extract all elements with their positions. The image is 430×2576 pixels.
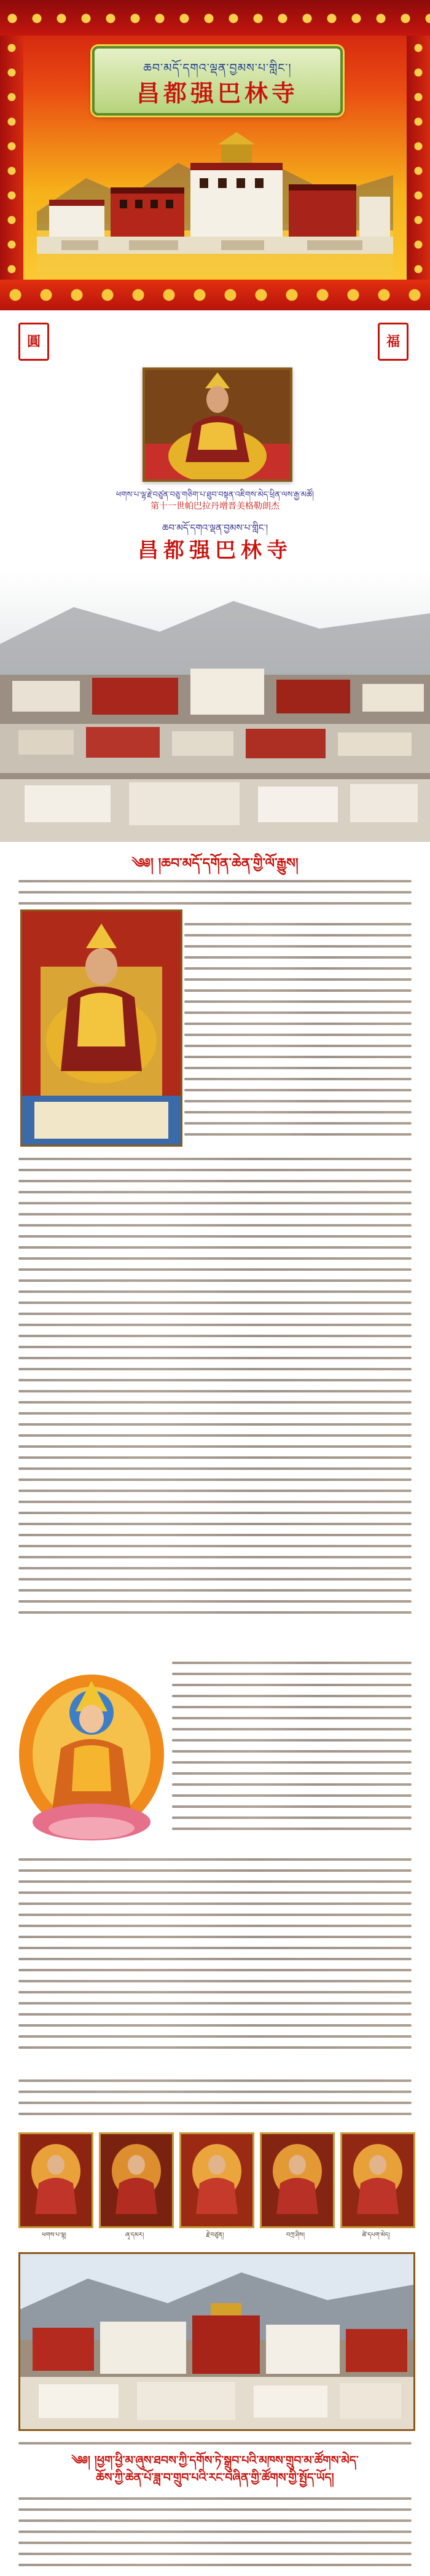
red-seal-right: 福	[378, 323, 408, 361]
title-plaque	[92, 46, 343, 116]
paragraph-beside-throne	[184, 914, 412, 1148]
tsongkhapa-thangka-art	[15, 1668, 168, 1853]
section-heading-history: ༄༅། །ཆབ་མདོ་དགོན་ཆེན་གྱི་ལོ་རྒྱུས།	[131, 855, 299, 871]
thangka-portrait-4	[260, 2132, 335, 2228]
thangka-portrait-5	[340, 2132, 415, 2228]
plaque-chinese-title: 昌都强巴林寺	[136, 79, 299, 107]
plaque-tibetan-title: ཆབ་མདོ་དགའ་ལྡན་བྱམས་པ་གླིང་།	[143, 61, 292, 75]
monastery-panorama-photo	[0, 570, 430, 842]
thangka-caption-4: བཀྲ་ཤིས།	[286, 2232, 305, 2239]
thangka-caption-3: རྗེ་བཙུན།	[206, 2232, 224, 2239]
banner-ornament-left	[0, 36, 23, 281]
section-heading-dedication-line-2: ཆོས་ཀྱི་ཆེན་པོ་ཟླ་བ་གྲུབ་པའི་རང་བཞིན་གྱི་ཚོགས་གྱི་སྤྱོད་ཡོད།	[96, 2471, 334, 2484]
monastery-illustration	[37, 120, 393, 277]
paragraph-dedication	[18, 2489, 412, 2569]
incarnation-thangka-row	[18, 2132, 412, 2243]
thangka-portrait-3	[179, 2132, 254, 2228]
banner-ornament-right	[407, 36, 430, 281]
monastery-name-tibetan: ཆབ་མདོ་དགའ་ལྡན་བྱམས་པ་གླིང་།	[162, 522, 268, 533]
paragraph-incarnations-intro	[18, 2071, 412, 2126]
thangka-caption-2: ཞྭ་དམར།	[125, 2232, 144, 2239]
header-banner	[0, 0, 430, 310]
thangka-caption-1: ཕགས་པ་ལྷ།	[42, 2232, 66, 2239]
thangka-portrait-2	[99, 2132, 174, 2228]
paragraph-beside-tsongkhapa	[172, 1653, 412, 1844]
thangka-caption-5: ཚེ་དཔག་མེད།	[362, 2232, 390, 2239]
thangka-portrait-1	[18, 2132, 93, 2228]
banner-ornament-bottom	[0, 280, 430, 310]
paragraph-intro	[18, 871, 412, 908]
lama-caption-chinese: 第十一世帕巴拉丹增晋美格勒朗杰	[150, 501, 280, 511]
section-heading-dedication: ༄༅། །ཕྱག་ཕྱི་མ་ཞུས་ཐབས་ཀྱི་དགོས་ཏེ་སྒྲུབ་པའི་མཁས་གྲུབ་མ་ཚོགས་མེད་	[71, 2454, 359, 2467]
monastery-complex-photo	[18, 2252, 415, 2431]
red-seal-left: 圓	[18, 323, 49, 361]
paragraph-lineage	[18, 1850, 412, 2065]
lama-portrait	[143, 367, 292, 482]
lama-caption-tibetan: ཕགས་པ་ལྷ་རྗེ་བཙུན་བཅུ་གཅིག་པ་ཐུབ་བསྟན་འཇིགས་མེད་ཕྲིན་ལས་རྒྱ་མཚོ།	[115, 490, 315, 500]
monastery-name-chinese: 昌都强巴林寺	[138, 538, 292, 563]
paragraph-closing-line	[18, 2433, 412, 2446]
paragraph-main-history	[18, 1149, 412, 1647]
lama-on-throne-photo	[20, 909, 182, 1147]
banner-ornament-top	[0, 0, 430, 36]
